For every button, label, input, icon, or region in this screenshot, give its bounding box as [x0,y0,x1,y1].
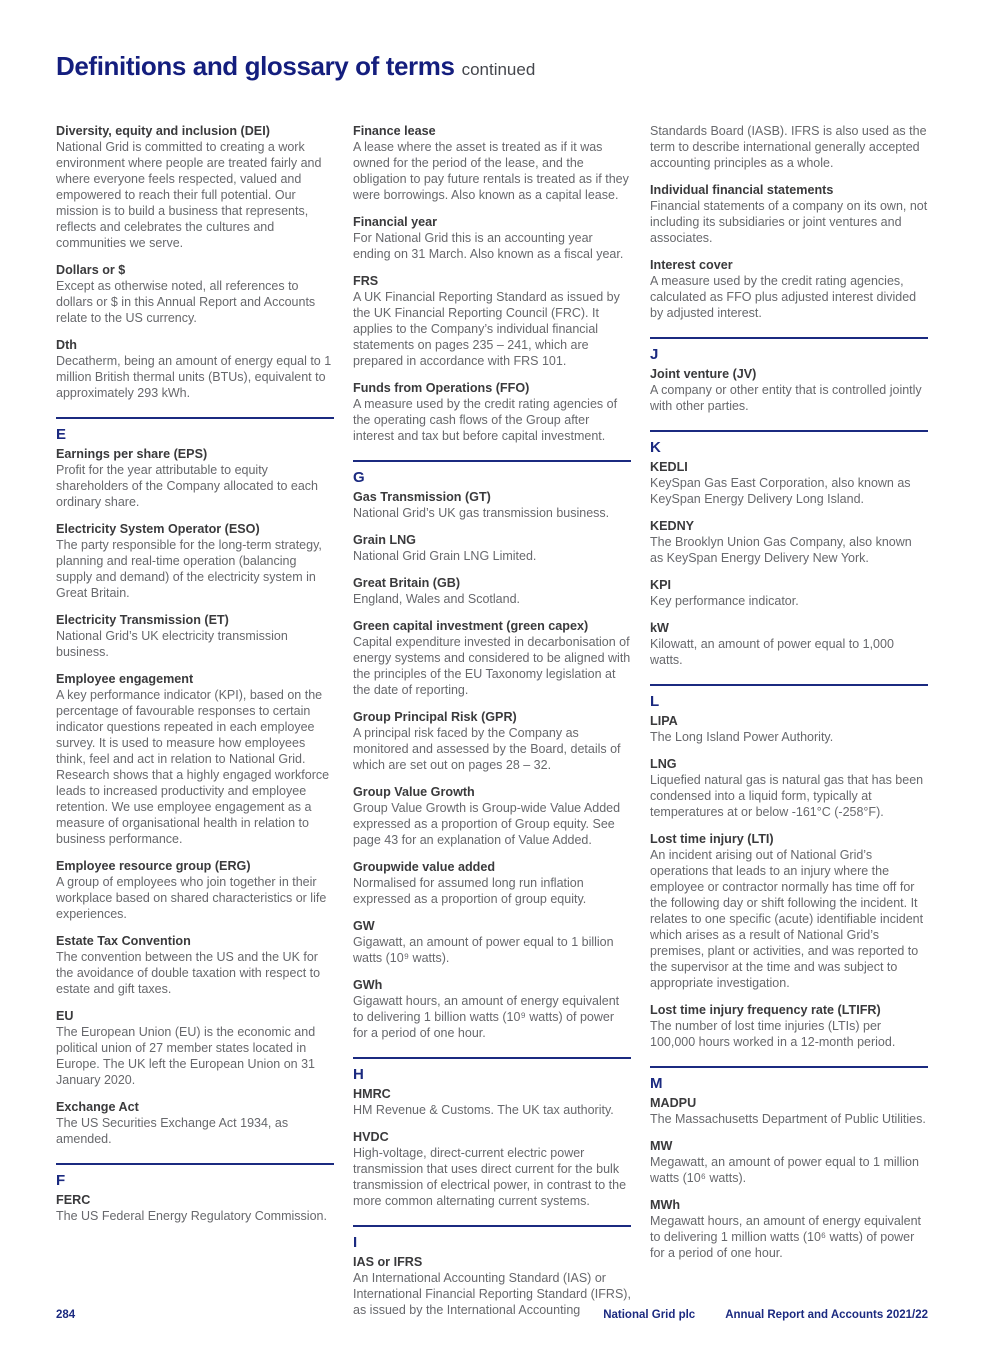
section-divider [353,460,631,462]
entry-definition: Financial statements of a company on its own, not including its subsidiaries or joint ventures and associates. [650,199,928,245]
glossary-section [650,123,928,321]
glossary-entry [650,713,928,745]
entry-definition: The US Securities Exchange Act 1934, as amended. [56,1116,289,1146]
glossary-entry [56,262,334,326]
glossary-section [650,1066,928,1261]
glossary-entry [650,1095,928,1127]
entry-definition: A company or other entity that is controlled jointly with other parties. [650,383,922,413]
glossary-entry [650,257,928,321]
entry-definition: The Brooklyn Union Gas Company, also known as KeySpan Energy Delivery New York. [650,535,912,565]
entry-definition: The party responsible for the long-term strategy, planning and real-time operation (balancing supply and demand) of the electricity system in Great Britain. [56,538,322,600]
glossary-entry [353,214,631,262]
section-letter: J [650,346,659,363]
entry-term: KEDNY [650,519,695,533]
entry-definition: Standards Board (IASB). IFRS is also used as the term to describe international generally accepted accounting principles as a whole. [650,124,927,170]
entry-definition: KeySpan Gas East Corporation, also known as KeySpan Energy Delivery Long Island. [650,476,911,506]
entry-definition: Key performance indicator. [650,594,799,608]
glossary-entry [650,1138,928,1186]
entry-definition: A group of employees who join together in their workplace based on shared characteristics or life experiences. [56,875,327,921]
glossary-entry [650,1002,928,1050]
entry-definition: An International Accounting Standard (IAS) or International Financial Reporting Standard (IFRS), as issued by the International Accounting [353,1271,631,1317]
entry-term: FERC [56,1193,91,1207]
entry-term: HMRC [353,1087,391,1101]
glossary-section [650,337,928,414]
entry-term: Employee resource group (ERG) [56,859,251,873]
entry-definition: National Grid Grain LNG Limited. [353,549,537,563]
section-divider [353,1057,631,1059]
entry-term: LNG [650,757,677,771]
entry-term: Financial year [353,215,437,229]
entry-term: Dollars or $ [56,263,126,277]
entry-definition: Capital expenditure invested in decarbonisation of energy systems and considered to be aligned with the principles of the EU Taxonomy legislation at the date of reporting. [353,635,631,697]
glossary-column [650,123,928,1318]
glossary-entry [650,459,928,507]
entry-definition: An incident arising out of National Grid’s operations that leads to an injury where the employee or contractor normally has time off for the following day or shift following the incident. It relates to one specific (acute) identifiable incident which arises as a result of National Grid’s premises, plant or activities, and was reported to the supervisor at the time and was subject to appropriate investigation. [650,848,924,990]
glossary-section [56,417,334,1147]
page-number: 284 [56,1309,76,1321]
entry-term: MADPU [650,1096,697,1110]
entry-definition: Decatherm, being an amount of energy equal to 1 million British thermal units (BTUs), equivalent to approximately 293 kWh. [56,354,332,400]
entry-term: KEDLI [650,460,688,474]
section-entries [56,446,334,1147]
entry-term: Exchange Act [56,1100,139,1114]
entry-definition: England, Wales and Scotland. [353,592,521,606]
entry-term: MWh [650,1198,681,1212]
glossary-entry [650,756,928,820]
entry-definition: Gigawatt hours, an amount of energy equivalent to delivering 1 billion watts (10⁹ watts) of power for a period of one hour. [353,994,620,1040]
section-entries [56,123,334,401]
entry-definition: National Grid’s UK gas transmission business. [353,506,610,520]
glossary-section [650,430,928,668]
glossary-section [56,1163,334,1224]
glossary-section [353,1057,631,1209]
entry-term: Green capital investment (green capex) [353,619,589,633]
entry-term: Groupwide value added [353,860,496,874]
glossary-section [353,1225,631,1318]
entry-term: Group Value Growth [353,785,475,799]
glossary-entry [650,182,928,246]
glossary-entry [650,831,928,991]
entry-term: Group Principal Risk (GPR) [353,710,517,724]
entry-definition: The Massachusetts Department of Public Utilities. [650,1112,926,1126]
section-entries [650,366,928,414]
entry-term: Finance lease [353,124,436,138]
section-entries [353,489,631,1041]
entry-definition: Kilowatt, an amount of power equal to 1,000 watts. [650,637,894,667]
entry-term: Employee engagement [56,672,194,686]
entry-definition: National Grid is committed to creating a work environment where people are treated fairly and where everyone feels respected, valued and empowered to reach their full potential. Our mission is to build a business that represents, reflects and celebrates the cultures and communities we serve. [56,140,322,250]
entry-definition: Profit for the year attributable to equity shareholders of the Company allocated to each ordinary share. [56,463,318,509]
entry-definition: Except as otherwise noted, all references to dollars or $ in this Annual Report and Accounts relate to the US currency. [56,279,316,325]
entry-term: Great Britain (GB) [353,576,461,590]
entry-definition: Gigawatt, an amount of power equal to 1 billion watts (10⁹ watts). [353,935,614,965]
section-entries [353,123,631,444]
entry-term: GW [353,919,375,933]
glossary-entry [353,918,631,966]
glossary-entry [353,575,631,607]
entry-term: Diversity, equity and inclusion (DEI) [56,124,270,138]
entry-definition: Group Value Growth is Group-wide Value Added expressed as a proportion of Group equity. See page 43 for an explanation of Value Added. [353,801,621,847]
entry-definition: Megawatt hours, an amount of energy equivalent to delivering 1 million watts (10⁶ watts) of power for a period of one hour. [650,1214,922,1260]
entry-definition: A UK Financial Reporting Standard as issued by the UK Financial Reporting Council (FRC). It applies to the Company’s individual financial statements on pages 235 – 241, which are prepared in accordance with FRS 101. [353,290,620,368]
entry-term: HVDC [353,1130,389,1144]
entry-term: kW [650,621,669,635]
entry-term: Grain LNG [353,533,416,547]
footer-company: National Grid plc [603,1309,696,1321]
entry-term: GWh [353,978,383,992]
glossary-entry [353,489,631,521]
page-title: Definitions and glossary of terms [56,51,455,81]
glossary-entry [650,1197,928,1261]
entry-term: FRS [353,274,379,288]
section-divider [650,1066,928,1068]
section-entries [650,1095,928,1261]
section-letter: I [353,1234,358,1251]
glossary-entry [650,123,928,171]
glossary-entry [56,1099,334,1147]
page-header [0,0,984,83]
glossary-entry [353,123,631,203]
glossary-entry [56,446,334,510]
glossary-entry [56,933,334,997]
section-letter: F [56,1172,66,1189]
entry-definition: The convention between the US and the UK for the avoidance of double taxation with respect to estate and gift taxes. [56,950,321,996]
entry-term: LIPA [650,714,678,728]
glossary-entry [353,709,631,773]
entry-definition: HM Revenue & Customs. The UK tax authority. [353,1103,614,1117]
glossary-entry [56,1008,334,1088]
entry-term: Individual financial statements [650,183,834,197]
glossary-entry [353,532,631,564]
section-entries [650,459,928,668]
section-divider [650,430,928,432]
entry-definition: Normalised for assumed long run inflation expressed as a proportion of group equity. [353,876,587,906]
glossary-entry [353,1086,631,1118]
section-divider [56,1163,334,1165]
entry-definition: National Grid’s UK electricity transmission business. [56,629,288,659]
entry-definition: The Long Island Power Authority. [650,730,834,744]
entry-term: EU [56,1009,74,1023]
glossary-entry [56,671,334,847]
entry-definition: For National Grid this is an accounting year ending on 31 March. Also known as a fiscal year. [353,231,624,261]
section-letter: E [56,426,67,443]
section-divider [650,684,928,686]
page-footer [56,1309,928,1321]
glossary-entry [650,620,928,668]
glossary-entry [56,858,334,922]
glossary-entry [353,618,631,698]
entry-definition: High-voltage, direct-current electric power transmission that uses direct current for the bulk transmission of electrical power, in contrast to the more common alternating current systems. [353,1146,627,1208]
glossary-entry [353,273,631,369]
glossary-entry [353,859,631,907]
section-letter: L [650,693,660,710]
page-title-line [56,46,928,83]
entry-term: Interest cover [650,258,733,272]
entry-definition: A principal risk faced by the Company as monitored and assessed by the Board, details of which are set out on pages 28 – 32. [353,726,621,772]
section-divider [56,417,334,419]
entry-definition: The number of lost time injuries (LTIs) per 100,000 hours worked in a 12-month period. [650,1019,896,1049]
entry-term: Lost time injury frequency rate (LTIFR) [650,1003,881,1017]
entry-term: Gas Transmission (GT) [353,490,491,504]
glossary-entry [650,518,928,566]
section-entries [353,1086,631,1209]
glossary-entry [353,1129,631,1209]
entry-term: Electricity System Operator (ESO) [56,522,260,536]
section-divider [353,1225,631,1227]
glossary-entry [56,521,334,601]
glossary-section [650,684,928,1050]
entry-term: Joint venture (JV) [650,367,757,381]
glossary-entry [650,577,928,609]
glossary-section [353,123,631,444]
entry-definition: The US Federal Energy Regulatory Commission. [56,1209,327,1223]
page-title-suffix: continued [461,60,536,79]
glossary-entry [353,784,631,848]
entry-definition: A key performance indicator (KPI), based on the percentage of favourable responses to certain indicator questions repeated in each employee survey. It is used to measure how employees think, feel and act in relation to National Grid. Research shows that a highly engaged workforce leads to increased productivity and employee retention. We use employee engagement as a measure of organisational health in relation to business performance. [56,688,330,846]
entry-term: IAS or IFRS [353,1255,423,1269]
section-letter: K [650,439,661,456]
section-letter: H [353,1066,364,1083]
entry-term: Electricity Transmission (ET) [56,613,229,627]
entry-definition: Megawatt, an amount of power equal to 1 million watts (10⁶ watts). [650,1155,919,1185]
section-entries [650,123,928,321]
entry-term: KPI [650,578,671,592]
entry-definition: The European Union (EU) is the economic and political union of 27 member states located in Europe. The UK left the European Union on 31 January 2020. [56,1025,316,1087]
glossary-column [353,123,631,1318]
footer-report-title: Annual Report and Accounts 2021/22 [725,1309,928,1321]
entry-definition: A measure used by the credit rating agencies, calculated as FFO plus adjusted interest divided by adjusted interest. [650,274,917,320]
section-entries [650,713,928,1050]
entry-term: Funds from Operations (FFO) [353,381,530,395]
glossary-section [56,123,334,401]
glossary-entry [56,1192,334,1224]
footer-right [603,1309,928,1321]
glossary-section [353,460,631,1041]
entry-term: Lost time injury (LTI) [650,832,774,846]
section-divider [650,337,928,339]
entry-definition: A measure used by the credit rating agencies of the operating cash flows of the Group after interest and tax but before capital investment. [353,397,618,443]
glossary-entry [353,380,631,444]
glossary-entry [650,366,928,414]
glossary-entry [353,977,631,1041]
entry-term: Estate Tax Convention [56,934,191,948]
glossary-entry [56,612,334,660]
section-entries [56,1192,334,1224]
glossary-entry [56,337,334,401]
section-letter: G [353,469,365,486]
entry-term: MW [650,1139,673,1153]
entry-term: Earnings per share (EPS) [56,447,208,461]
section-letter: M [650,1075,663,1092]
entry-term: Dth [56,338,77,352]
entry-definition: A lease where the asset is treated as if it was owned for the period of the lease, and the obligation to pay future rentals is treated as if they were borrowings. Also known as a capital lease. [353,140,629,202]
entry-definition: Liquefied natural gas is natural gas that has been condensed into a liquid form, typically at temperatures at or below -161°C (-258°F). [650,773,924,819]
glossary-entry [56,123,334,251]
glossary-columns [0,123,984,1318]
glossary-column [56,123,334,1318]
